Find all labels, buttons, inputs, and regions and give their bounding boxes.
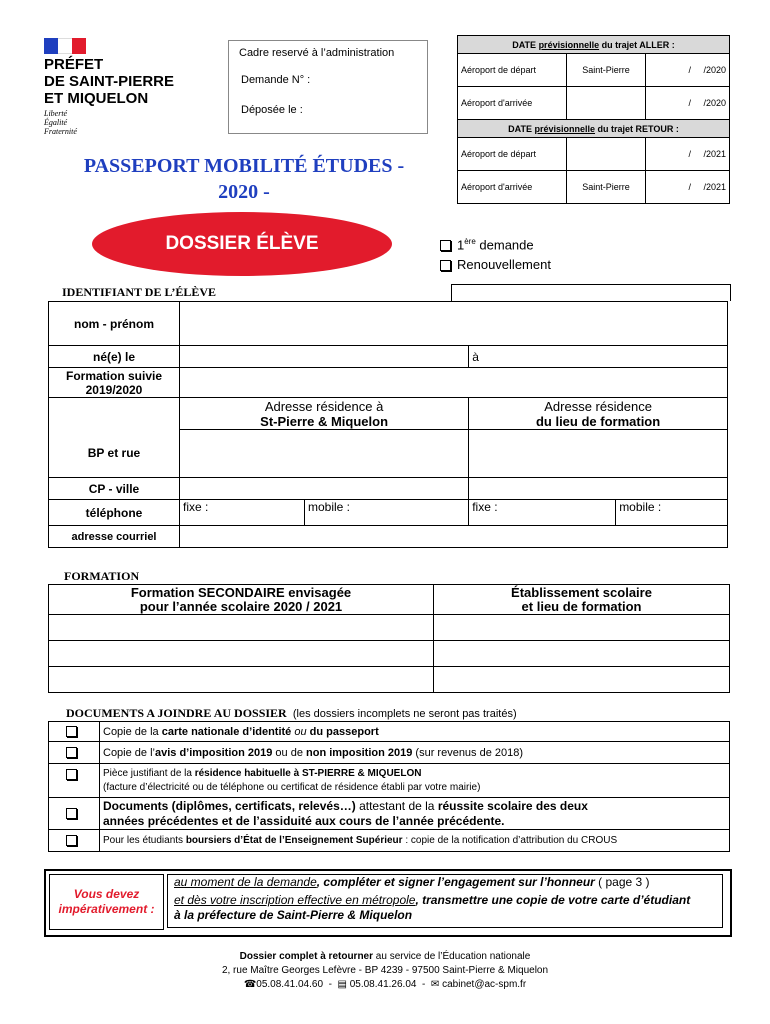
- admin-title: Cadre reservé à l’administration: [239, 47, 395, 59]
- footer-email-link[interactable]: cabinet@ac-spm.fr: [442, 979, 527, 990]
- checkbox-icon[interactable]: [66, 769, 77, 780]
- tel-spm-fixe[interactable]: fixe :: [180, 500, 305, 526]
- docs-section-header: DOCUMENTS A JOINDRE AU DOSSIER (les dossiers incomplets ne seront pas traités): [66, 706, 517, 720]
- checkbox-icon[interactable]: [66, 747, 77, 758]
- aller-arrivee-label: Aéroport d'arrivée: [458, 87, 567, 120]
- doc4-text: Documents (diplômes, certificats, relevés…) attestant de la réussite scolaire des deux années précédentes et de l’assiduité aux cours de l’année précédente.: [100, 798, 730, 830]
- mandatory-label: Vous devez impérativement :: [49, 874, 164, 930]
- checkbox-icon[interactable]: [66, 808, 77, 819]
- retour-header: DATE prévisionnelle du trajet RETOUR :: [458, 120, 730, 138]
- email-label: adresse courriel: [49, 526, 180, 548]
- doc1-checkbox[interactable]: [49, 722, 100, 742]
- mandatory-box: [44, 869, 732, 937]
- retour-depart-date[interactable]: / /2021: [646, 138, 730, 171]
- deposee-date-field[interactable]: Déposée le :: [241, 104, 303, 116]
- tel-lieu-fixe[interactable]: fixe :: [469, 500, 616, 526]
- phone-icon: ☎: [243, 979, 257, 990]
- aller-header: DATE prévisionnelle du trajet ALLER :: [458, 36, 730, 54]
- doc2-text: Copie de l’avis d’imposition 2019 ou de non imposition 2019 (sur revenus de 2018): [100, 742, 730, 764]
- checkbox-icon[interactable]: [440, 240, 451, 251]
- doc2-checkbox[interactable]: [49, 742, 100, 764]
- page-title: PASSEPORT MOBILITÉ ÉTUDES - 2020 -: [83, 155, 405, 203]
- etablissement-row-input[interactable]: [434, 615, 730, 641]
- demande-number-field[interactable]: Demande N° :: [241, 74, 311, 86]
- request-type-checks: [440, 232, 551, 275]
- doc3-text: Pièce justifiant de la résidence habituelle à ST-PIERRE & MIQUELON (facture d’électricité ou de téléphone ou certificat de résidence établi par votre mairie): [100, 764, 730, 798]
- formation-row-input[interactable]: [49, 615, 434, 641]
- formation-suivie-label: Formation suivie 2019/2020: [49, 368, 180, 398]
- cp-label: CP - ville: [49, 478, 180, 500]
- fax-icon: ▤: [337, 979, 347, 990]
- nom-input[interactable]: [180, 302, 728, 346]
- renewal-option[interactable]: Renouvellement: [440, 255, 551, 275]
- cp-spm-input[interactable]: [180, 478, 469, 500]
- aller-arrivee-value[interactable]: [567, 87, 646, 120]
- tel-spm-mobile[interactable]: mobile :: [305, 500, 469, 526]
- trip-dates-table: [457, 35, 730, 204]
- checkbox-icon[interactable]: [66, 835, 77, 846]
- ident-table: [48, 301, 728, 548]
- tel-label: téléphone: [49, 500, 180, 526]
- email-input[interactable]: [180, 526, 728, 548]
- ident-section-title: IDENTIFIANT DE L’ÉLÈVE: [62, 285, 217, 299]
- retour-depart-value[interactable]: [567, 138, 646, 171]
- retour-depart-label: Aéroport de départ: [458, 138, 567, 171]
- admin-box: [228, 40, 428, 134]
- addr-spm-header: Adresse résidence à St-Pierre & Miquelon: [180, 398, 469, 430]
- documents-table: [48, 721, 730, 852]
- addr-lieu-header: Adresse résidence du lieu de formation: [469, 398, 728, 430]
- mandatory-instructions: au moment de la demande, compléter et signer l’engagement sur l’honneur ( page 3 ) et dès votre inscription effective en métropole, transmettre une copie de votre carte d’étudiant à la préfecture de Saint-Pierre & Miquelon: [167, 874, 723, 928]
- footer: Dossier complet à retourner au service de l’Éducation nationale 2, rue Maître Georges Lefèvre - BP 4239 - 97500 Saint-Pierre & Miquelon ☎05.08.41.04.60 - ▤ 05.08.41.26.04 - ✉ cabinet@ac-spm.fr: [221, 951, 549, 990]
- bp-label: BP et rue: [49, 430, 180, 478]
- french-flag-logo: [44, 38, 86, 54]
- bp-lieu-input[interactable]: [469, 430, 728, 478]
- aller-depart-value: Saint-Pierre: [567, 54, 646, 87]
- first-request-option[interactable]: 1ère demande: [440, 232, 551, 255]
- dossier-eleve-badge: DOSSIER ÉLÈVE: [92, 212, 392, 276]
- etablissement-row-input[interactable]: [434, 667, 730, 693]
- bp-spm-input[interactable]: [180, 430, 469, 478]
- republic-motto: Liberté Égalité Fraternité: [44, 109, 77, 136]
- aller-arrivee-date[interactable]: / /2020: [646, 87, 730, 120]
- formation-section-title: FORMATION: [64, 569, 140, 583]
- checkbox-icon[interactable]: [66, 726, 77, 737]
- prefet-title: PRÉFET DE SAINT-PIERRE ET MIQUELON: [44, 56, 175, 107]
- ne-label: né(e) le: [49, 346, 180, 368]
- formation-row-input[interactable]: [49, 641, 434, 667]
- email-icon: ✉: [430, 979, 440, 990]
- formation-col2-header: Établissement scolaire et lieu de formation: [434, 585, 730, 615]
- etablissement-row-input[interactable]: [434, 641, 730, 667]
- doc3-checkbox[interactable]: [49, 764, 100, 798]
- cp-lieu-input[interactable]: [469, 478, 728, 500]
- nom-label: nom - prénom: [49, 302, 180, 346]
- tel-lieu-mobile[interactable]: mobile :: [616, 500, 728, 526]
- aller-depart-label: Aéroport de départ: [458, 54, 567, 87]
- ne-place-input[interactable]: [469, 346, 728, 368]
- doc5-text: Pour les étudiants boursiers d’État de l’Enseignement Supérieur : copie de la notification d’attribution du CROUS: [100, 830, 730, 852]
- checkbox-icon[interactable]: [440, 260, 451, 271]
- retour-arrivee-label: Aéroport d'arrivée: [458, 171, 567, 204]
- doc5-checkbox[interactable]: [49, 830, 100, 852]
- doc4-checkbox[interactable]: [49, 798, 100, 830]
- retour-arrivee-date[interactable]: / /2021: [646, 171, 730, 204]
- a-label: à: [472, 349, 479, 364]
- formation-col1-header: Formation SECONDAIRE envisagée pour l’année scolaire 2020 / 2021: [49, 585, 434, 615]
- ne-date-input[interactable]: [180, 346, 469, 368]
- formation-table: [48, 584, 730, 693]
- retour-arrivee-value: Saint-Pierre: [567, 171, 646, 204]
- formation-row-input[interactable]: [49, 667, 434, 693]
- ident-extra-box[interactable]: [451, 284, 731, 301]
- doc1-text: Copie de la carte nationale d’identité ou du passeport: [100, 722, 730, 742]
- aller-depart-date[interactable]: / /2020: [646, 54, 730, 87]
- formation-suivie-input[interactable]: [180, 368, 728, 398]
